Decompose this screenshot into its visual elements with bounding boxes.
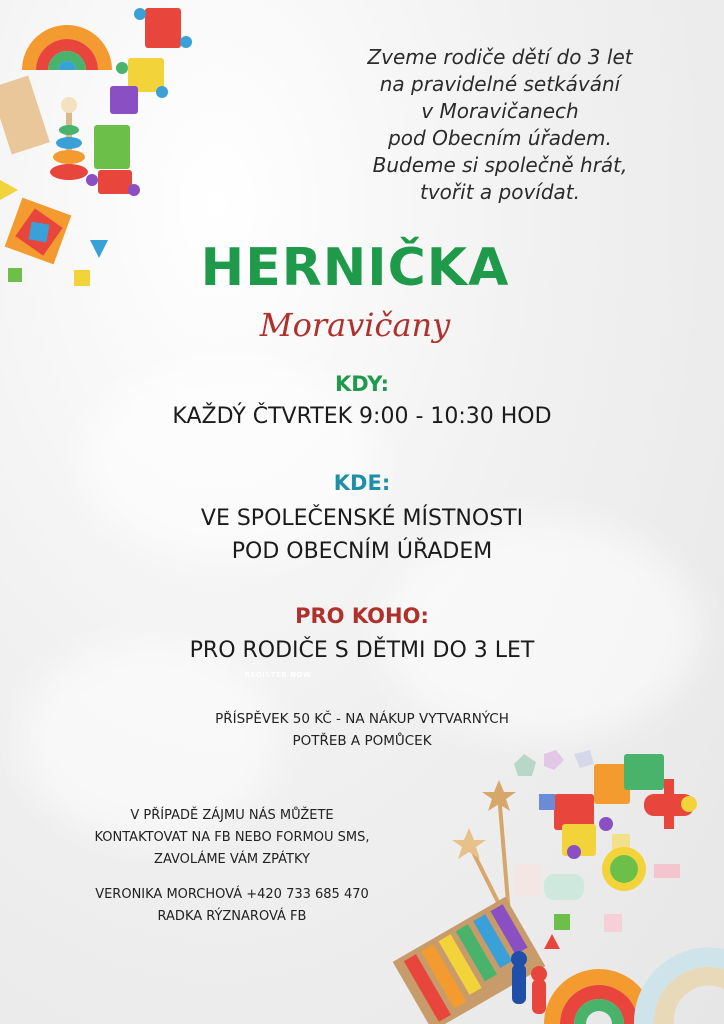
fee-text: PŘÍSPĚVEK 50 KČ - NA NÁKUP VYTVARNÝCH POTŘEB A POMŮCEK [215,711,509,749]
page-subtitle: Moravičany [259,306,451,344]
toy-rainbow-icon [544,947,724,1024]
when-value: KAŽDÝ ČTVRTEK 9:00 - 10:30 HOD [172,404,552,429]
toy-rainbow-icon [22,25,112,70]
toys-top-left [0,0,200,300]
when-label: KDY: [335,372,389,396]
intro-text: Zveme rodiče dětí do 3 let na pravidelné setkávání v Moravičanech pod Obecním úřadem. Budeme si společně hrát, tvořit a povídat. [367,45,633,204]
contact-line-2: RADKA RÝZNAROVÁ FB [157,909,307,924]
toy-train-icon [86,8,192,196]
page-title: HERNIČKA [200,238,510,298]
stacking-rings-icon [50,97,88,180]
where-label: KDE: [333,471,391,495]
star-wand-icon [452,780,516,914]
contact-text: V PŘÍPADĚ ZÁJMU NÁS MŮŽETE KONTAKTOVAT NA FB NEBO FORMOU SMS, ZAVOLÁME VÁM ZPÁTKY [94,808,370,867]
contact-line-1: VERONIKA MORCHOVÁ +420 733 685 470 [95,887,369,902]
register-text: REGISTER NOW [244,671,312,679]
for-whom-label: PRO KOHO: [295,604,429,628]
for-whom-value: PRO RODIČE S DĚTMI DO 3 LET [189,638,535,663]
toys-bottom-right [384,724,724,1024]
where-value: VE SPOLEČENSKÉ MÍSTNOSTI POD OBECNÍM ÚŘADEM [200,506,524,564]
